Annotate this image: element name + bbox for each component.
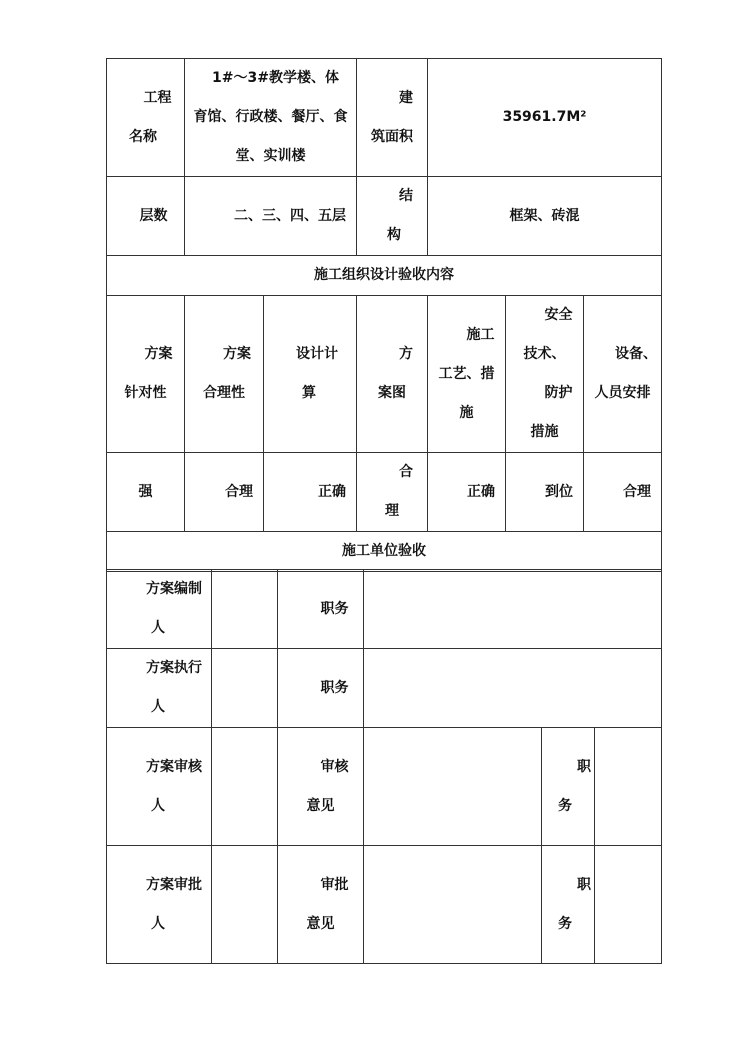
val-design-calc: 正确 (264, 453, 357, 532)
structure-value: 框架、砖混 (428, 177, 662, 256)
building-area-value: 35961.7M² (428, 59, 662, 177)
val-targeting: 强 (107, 453, 185, 532)
approved-by-label: 方案审批 人 (107, 846, 212, 964)
project-name-value: 1#～3#教学楼、体 育馆、行政楼、餐厅、食 堂、实训楼 (185, 59, 357, 177)
structure-label: 结 构 (357, 177, 428, 256)
prepared-position-label: 职务 (278, 570, 364, 649)
project-name-label: 工程 名称 (107, 59, 185, 177)
val-safety-measures: 到位 (506, 453, 584, 532)
col-plan-drawing: 方 案图 (357, 296, 428, 453)
val-plan-drawing: 合 理 (357, 453, 428, 532)
floors-label: 层数 (107, 177, 185, 256)
col-construction-process: 施工 工艺、措 施 (428, 296, 506, 453)
executed-by-value[interactable] (212, 649, 278, 728)
approve-position-label: 职 务 (542, 846, 595, 964)
building-area-label: 建 筑面积 (357, 59, 428, 177)
floors-value: 二、三、四、五层 (185, 177, 357, 256)
signoff-table (106, 569, 662, 964)
col-design-calc: 设计计 算 (264, 296, 357, 453)
approve-opinion-label: 审批 意见 (278, 846, 364, 964)
review-position-label: 职 务 (542, 728, 595, 846)
review-position-value[interactable] (595, 728, 662, 846)
val-equipment-staffing: 合理 (584, 453, 662, 532)
prepared-by-label: 方案编制 人 (107, 570, 212, 649)
approve-position-value[interactable] (595, 846, 662, 964)
col-safety-measures: 安全 技术、 防护 措施 (506, 296, 584, 453)
executed-position-value[interactable] (364, 649, 662, 728)
review-opinion-label: 审核 意见 (278, 728, 364, 846)
approved-by-value[interactable] (212, 846, 278, 964)
val-rationality: 合理 (185, 453, 264, 532)
col-rationality: 方案 合理性 (185, 296, 264, 453)
project-info-table (106, 58, 662, 572)
prepared-position-value[interactable] (364, 570, 662, 649)
col-equipment-staffing: 设备、 人员安排 (584, 296, 662, 453)
val-construction-process: 正确 (428, 453, 506, 532)
reviewed-by-label: 方案审核 人 (107, 728, 212, 846)
col-targeting: 方案 针对性 (107, 296, 185, 453)
design-section-heading: 施工组织设计验收内容 (107, 256, 662, 296)
review-opinion-value[interactable] (364, 728, 542, 846)
prepared-by-value[interactable] (212, 570, 278, 649)
approve-opinion-value[interactable] (364, 846, 542, 964)
executed-position-label: 职务 (278, 649, 364, 728)
reviewed-by-value[interactable] (212, 728, 278, 846)
executed-by-label: 方案执行 人 (107, 649, 212, 728)
unit-section-heading: 施工单位验收 (107, 532, 662, 572)
